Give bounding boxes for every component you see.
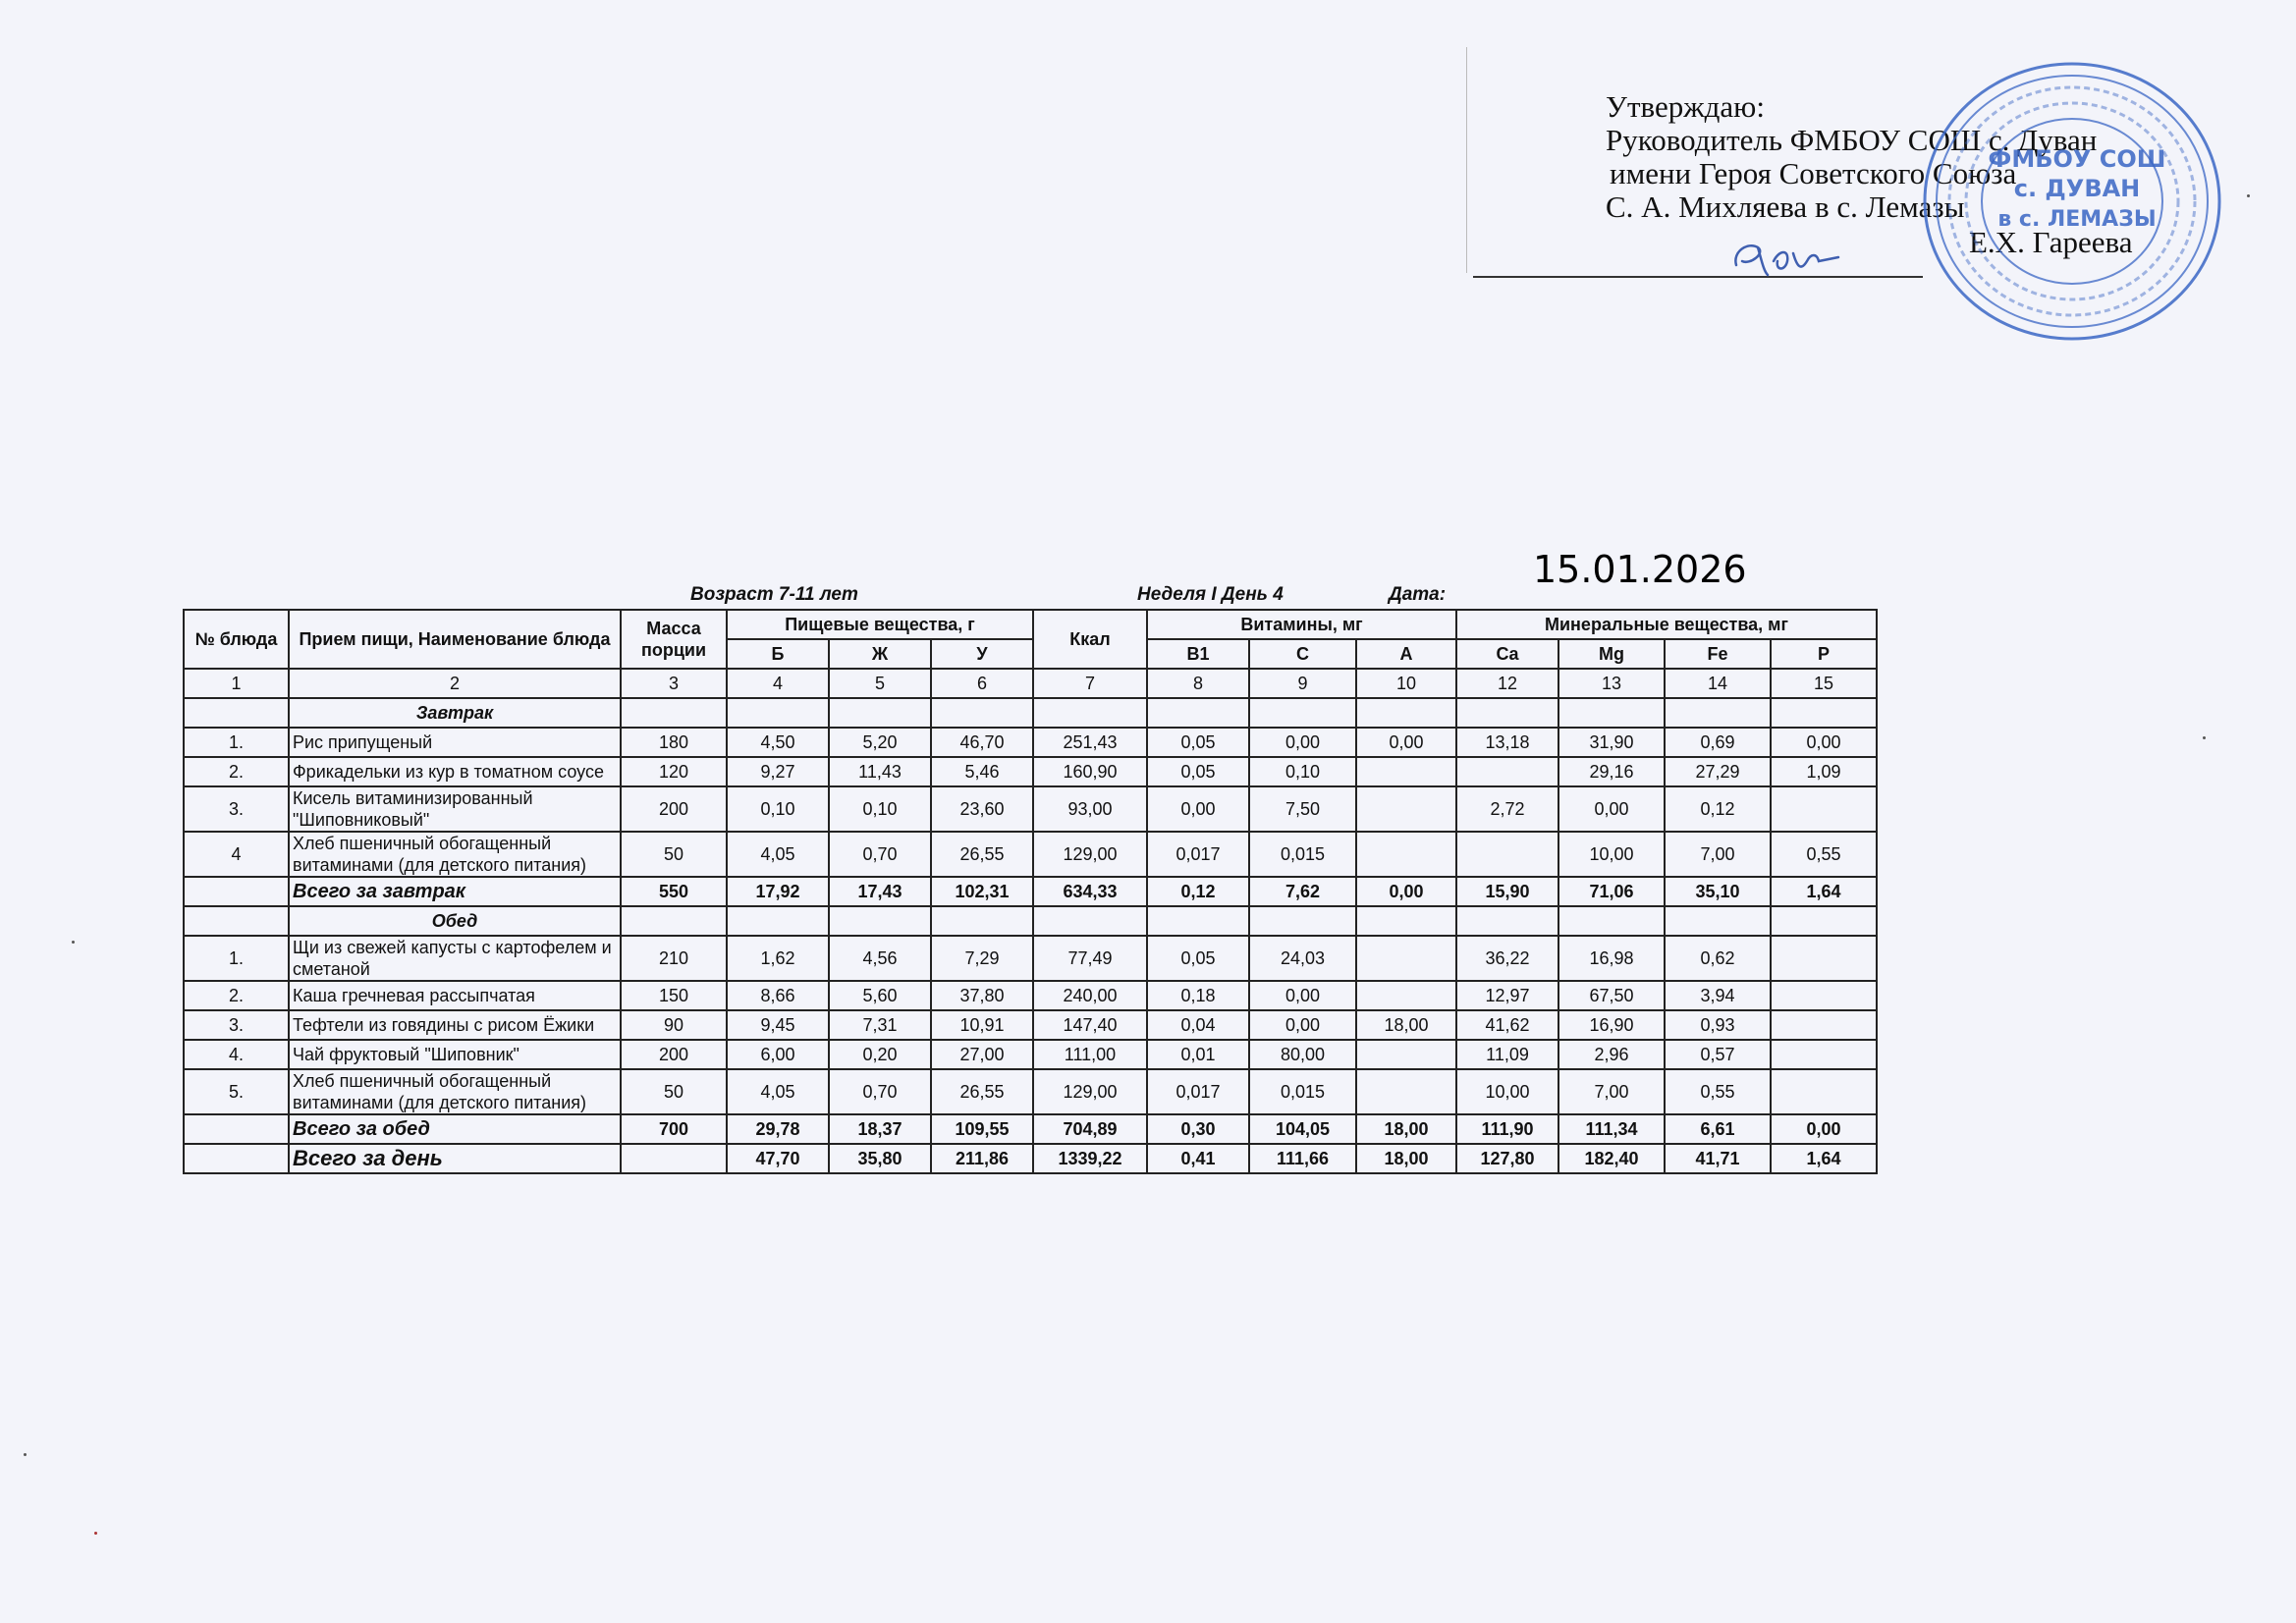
col-header-name: Прием пищи, Наименование блюда bbox=[289, 610, 621, 669]
carbs: 26,55 bbox=[931, 832, 1033, 877]
phosphorus: 0,00 bbox=[1771, 728, 1877, 757]
column-number: 7 bbox=[1033, 669, 1147, 698]
carbs: 10,91 bbox=[931, 1010, 1033, 1040]
protein: 4,05 bbox=[727, 832, 829, 877]
portion-mass: 120 bbox=[621, 757, 727, 786]
vitamin-a bbox=[1356, 786, 1456, 832]
protein: 17,92 bbox=[727, 877, 829, 906]
vitamin-b1: 0,04 bbox=[1147, 1010, 1249, 1040]
dish-name: Всего за день bbox=[289, 1144, 621, 1173]
col-header-a: А bbox=[1356, 639, 1456, 669]
dish-number bbox=[184, 1114, 289, 1144]
approval-title: Утверждаю: bbox=[1606, 89, 1765, 124]
portion-mass: 550 bbox=[621, 877, 727, 906]
portion-mass: 50 bbox=[621, 1069, 727, 1114]
dish-number: 2. bbox=[184, 981, 289, 1010]
column-number: 1 bbox=[184, 669, 289, 698]
kcal: 240,00 bbox=[1033, 981, 1147, 1010]
phosphorus: 1,64 bbox=[1771, 877, 1877, 906]
fat: 11,43 bbox=[829, 757, 931, 786]
vitamin-a: 18,00 bbox=[1356, 1144, 1456, 1173]
col-header-p: P bbox=[1771, 639, 1877, 669]
signature-line bbox=[1473, 276, 1923, 278]
approval-signer-name: Е.Х. Гареева bbox=[1969, 225, 2133, 259]
dish-number: 1. bbox=[184, 728, 289, 757]
table-row bbox=[184, 981, 1980, 1010]
column-number: 3 bbox=[621, 669, 727, 698]
faint-fold-line bbox=[1466, 47, 1467, 273]
col-header-fe: Fe bbox=[1665, 639, 1771, 669]
dish-name: Тефтели из говядины с рисом Ёжики bbox=[289, 1010, 621, 1040]
table-row bbox=[184, 757, 1980, 786]
dish-number: 4. bbox=[184, 1040, 289, 1069]
magnesium: 2,96 bbox=[1558, 1040, 1665, 1069]
dish-number bbox=[184, 1144, 289, 1173]
dish-number: 1. bbox=[184, 936, 289, 981]
portion-mass: 50 bbox=[621, 832, 727, 877]
table-row bbox=[184, 1069, 1980, 1114]
magnesium: 16,98 bbox=[1558, 936, 1665, 981]
col-header-mass: Масса порции bbox=[621, 610, 727, 669]
magnesium: 29,16 bbox=[1558, 757, 1665, 786]
phosphorus: 0,55 bbox=[1771, 832, 1877, 877]
magnesium: 111,34 bbox=[1558, 1114, 1665, 1144]
carbs: 23,60 bbox=[931, 786, 1033, 832]
kcal: 147,40 bbox=[1033, 1010, 1147, 1040]
seal-center-text-3: в с. ЛЕМАЗЫ bbox=[1997, 207, 2157, 232]
iron: 0,62 bbox=[1665, 936, 1771, 981]
kcal: 160,90 bbox=[1033, 757, 1147, 786]
dish-name: Хлеб пшеничный обогащенный витаминами (для детского питания) bbox=[289, 1069, 621, 1114]
phosphorus bbox=[1771, 1040, 1877, 1069]
column-number: 13 bbox=[1558, 669, 1665, 698]
protein: 1,62 bbox=[727, 936, 829, 981]
vitamin-b1: 0,01 bbox=[1147, 1040, 1249, 1069]
protein: 47,70 bbox=[727, 1144, 829, 1173]
col-header-b1: В1 bbox=[1147, 639, 1249, 669]
iron: 0,55 bbox=[1665, 1069, 1771, 1114]
section-title-breakfast: Завтрак bbox=[289, 698, 621, 728]
dish-number: 5. bbox=[184, 1069, 289, 1114]
calcium bbox=[1456, 757, 1558, 786]
portion-mass: 210 bbox=[621, 936, 727, 981]
protein: 9,45 bbox=[727, 1010, 829, 1040]
vitamin-a bbox=[1356, 832, 1456, 877]
column-number: 8 bbox=[1147, 669, 1249, 698]
col-header-protein: Б bbox=[727, 639, 829, 669]
col-header-mg: Mg bbox=[1558, 639, 1665, 669]
kcal: 111,00 bbox=[1033, 1040, 1147, 1069]
magnesium: 7,00 bbox=[1558, 1069, 1665, 1114]
phosphorus: 1,09 bbox=[1771, 757, 1877, 786]
lunch-total-row bbox=[184, 1114, 1980, 1144]
fat: 5,60 bbox=[829, 981, 931, 1010]
magnesium: 31,90 bbox=[1558, 728, 1665, 757]
column-number-row bbox=[184, 669, 1980, 698]
dish-name: Фрикадельки из кур в томатном соусе bbox=[289, 757, 621, 786]
dish-name: Хлеб пшеничный обогащенный витаминами (для детского питания) bbox=[289, 832, 621, 877]
iron: 0,69 bbox=[1665, 728, 1771, 757]
carbs: 5,46 bbox=[931, 757, 1033, 786]
calcium: 36,22 bbox=[1456, 936, 1558, 981]
portion-mass: 700 bbox=[621, 1114, 727, 1144]
table-row bbox=[184, 936, 1980, 981]
vitamin-a: 18,00 bbox=[1356, 1010, 1456, 1040]
dish-name: Всего за завтрак bbox=[289, 877, 621, 906]
kcal: 1339,22 bbox=[1033, 1144, 1147, 1173]
column-number: 14 bbox=[1665, 669, 1771, 698]
iron: 27,29 bbox=[1665, 757, 1771, 786]
dish-number: 4 bbox=[184, 832, 289, 877]
vitamin-b1: 0,41 bbox=[1147, 1144, 1249, 1173]
approval-school-name: имени Героя Советского Союза bbox=[1610, 156, 2017, 190]
magnesium: 67,50 bbox=[1558, 981, 1665, 1010]
carbs: 46,70 bbox=[931, 728, 1033, 757]
col-header-number: № блюда bbox=[184, 610, 289, 669]
vitamin-c: 0,00 bbox=[1249, 728, 1356, 757]
kcal: 634,33 bbox=[1033, 877, 1147, 906]
vitamin-c: 0,015 bbox=[1249, 1069, 1356, 1114]
calcium: 11,09 bbox=[1456, 1040, 1558, 1069]
protein: 4,50 bbox=[727, 728, 829, 757]
fat: 0,70 bbox=[829, 1069, 931, 1114]
protein: 0,10 bbox=[727, 786, 829, 832]
vitamin-b1: 0,017 bbox=[1147, 832, 1249, 877]
phosphorus bbox=[1771, 786, 1877, 832]
signature-icon bbox=[1728, 232, 1846, 281]
carbs: 211,86 bbox=[931, 1144, 1033, 1173]
col-header-minerals: Минеральные вещества, мг bbox=[1456, 610, 1877, 639]
carbs: 109,55 bbox=[931, 1114, 1033, 1144]
column-number: 2 bbox=[289, 669, 621, 698]
scan-speck bbox=[72, 941, 75, 944]
kcal: 129,00 bbox=[1033, 1069, 1147, 1114]
caption-date-label: Дата: bbox=[1389, 584, 1447, 605]
iron: 0,12 bbox=[1665, 786, 1771, 832]
vitamin-a bbox=[1356, 981, 1456, 1010]
portion-mass: 180 bbox=[621, 728, 727, 757]
table-row bbox=[184, 1040, 1980, 1069]
scan-speck bbox=[24, 1453, 27, 1456]
vitamin-b1: 0,05 bbox=[1147, 728, 1249, 757]
caption-age: Возраст 7-11 лет bbox=[690, 584, 858, 605]
scan-speck bbox=[2203, 736, 2206, 739]
vitamin-a: 0,00 bbox=[1356, 877, 1456, 906]
vitamin-c: 0,00 bbox=[1249, 981, 1356, 1010]
table-row bbox=[184, 728, 1980, 757]
vitamin-c: 7,50 bbox=[1249, 786, 1356, 832]
protein: 4,05 bbox=[727, 1069, 829, 1114]
scan-speck bbox=[2247, 194, 2250, 197]
vitamin-a bbox=[1356, 936, 1456, 981]
vitamin-b1: 0,05 bbox=[1147, 757, 1249, 786]
kcal: 93,00 bbox=[1033, 786, 1147, 832]
iron: 41,71 bbox=[1665, 1144, 1771, 1173]
iron: 7,00 bbox=[1665, 832, 1771, 877]
column-number: 6 bbox=[931, 669, 1033, 698]
fat: 5,20 bbox=[829, 728, 931, 757]
column-number: 10 bbox=[1356, 669, 1456, 698]
col-header-fat: Ж bbox=[829, 639, 931, 669]
vitamin-c: 24,03 bbox=[1249, 936, 1356, 981]
official-seal-icon bbox=[1920, 59, 2224, 344]
vitamin-b1: 0,30 bbox=[1147, 1114, 1249, 1144]
vitamin-c: 0,10 bbox=[1249, 757, 1356, 786]
vitamin-c: 0,015 bbox=[1249, 832, 1356, 877]
col-header-vitamins: Витамины, мг bbox=[1147, 610, 1456, 639]
kcal: 77,49 bbox=[1033, 936, 1147, 981]
vitamin-c: 111,66 bbox=[1249, 1144, 1356, 1173]
carbs: 26,55 bbox=[931, 1069, 1033, 1114]
col-header-nutrients: Пищевые вещества, г bbox=[727, 610, 1033, 639]
col-header-c: С bbox=[1249, 639, 1356, 669]
protein: 8,66 bbox=[727, 981, 829, 1010]
table-row bbox=[184, 1010, 1980, 1040]
carbs: 27,00 bbox=[931, 1040, 1033, 1069]
iron: 3,94 bbox=[1665, 981, 1771, 1010]
iron: 6,61 bbox=[1665, 1114, 1771, 1144]
table-row bbox=[184, 832, 1980, 877]
col-header-ca: Ca bbox=[1456, 639, 1558, 669]
vitamin-c: 0,00 bbox=[1249, 1010, 1356, 1040]
calcium: 41,62 bbox=[1456, 1010, 1558, 1040]
dish-name: Чай фруктовый "Шиповник" bbox=[289, 1040, 621, 1069]
dish-number: 3. bbox=[184, 786, 289, 832]
carbs: 7,29 bbox=[931, 936, 1033, 981]
section-title-lunch: Обед bbox=[289, 906, 621, 936]
protein: 6,00 bbox=[727, 1040, 829, 1069]
fat: 35,80 bbox=[829, 1144, 931, 1173]
scan-speck bbox=[94, 1532, 97, 1535]
approval-position: Руководитель ФМБОУ СОШ с. Дуван bbox=[1606, 123, 2098, 157]
calcium: 15,90 bbox=[1456, 877, 1558, 906]
seal-center-text-2: с. ДУВАН bbox=[2013, 175, 2141, 202]
kcal: 251,43 bbox=[1033, 728, 1147, 757]
vitamin-b1: 0,18 bbox=[1147, 981, 1249, 1010]
magnesium: 16,90 bbox=[1558, 1010, 1665, 1040]
vitamin-c: 80,00 bbox=[1249, 1040, 1356, 1069]
calcium: 2,72 bbox=[1456, 786, 1558, 832]
calcium: 12,97 bbox=[1456, 981, 1558, 1010]
table-header-row-1 bbox=[184, 610, 1980, 639]
portion-mass: 200 bbox=[621, 1040, 727, 1069]
column-number: 12 bbox=[1456, 669, 1558, 698]
menu-table bbox=[183, 609, 1980, 1174]
kcal: 704,89 bbox=[1033, 1114, 1147, 1144]
phosphorus bbox=[1771, 1069, 1877, 1114]
dish-number: 3. bbox=[184, 1010, 289, 1040]
breakfast-total-row bbox=[184, 877, 1980, 906]
vitamin-b1: 0,05 bbox=[1147, 936, 1249, 981]
calcium: 127,80 bbox=[1456, 1144, 1558, 1173]
portion-mass bbox=[621, 1144, 727, 1173]
fat: 17,43 bbox=[829, 877, 931, 906]
dish-name: Кисель витаминизированный "Шиповниковый" bbox=[289, 786, 621, 832]
calcium: 10,00 bbox=[1456, 1069, 1558, 1114]
section-row-breakfast bbox=[184, 698, 1980, 728]
fat: 0,10 bbox=[829, 786, 931, 832]
table-row bbox=[184, 786, 1980, 832]
vitamin-b1: 0,12 bbox=[1147, 877, 1249, 906]
magnesium: 10,00 bbox=[1558, 832, 1665, 877]
iron: 0,57 bbox=[1665, 1040, 1771, 1069]
seal-center-text-1: ФМБОУ СОШ bbox=[1988, 145, 2166, 173]
col-header-kcal: Ккал bbox=[1033, 610, 1147, 669]
phosphorus: 0,00 bbox=[1771, 1114, 1877, 1144]
phosphorus bbox=[1771, 1010, 1877, 1040]
column-number: 4 bbox=[727, 669, 829, 698]
dish-name: Щи из свежей капусты с картофелем и сметаной bbox=[289, 936, 621, 981]
column-number: 15 bbox=[1771, 669, 1877, 698]
menu-date: 15.01.2026 bbox=[1533, 548, 1747, 591]
vitamin-a: 18,00 bbox=[1356, 1114, 1456, 1144]
fat: 4,56 bbox=[829, 936, 931, 981]
magnesium: 0,00 bbox=[1558, 786, 1665, 832]
carbs: 102,31 bbox=[931, 877, 1033, 906]
vitamin-a bbox=[1356, 1040, 1456, 1069]
caption-week-day: Неделя I День 4 bbox=[1137, 584, 1284, 605]
col-header-carbs: У bbox=[931, 639, 1033, 669]
magnesium: 182,40 bbox=[1558, 1144, 1665, 1173]
vitamin-c: 7,62 bbox=[1249, 877, 1356, 906]
vitamin-b1: 0,017 bbox=[1147, 1069, 1249, 1114]
calcium: 111,90 bbox=[1456, 1114, 1558, 1144]
iron: 35,10 bbox=[1665, 877, 1771, 906]
dish-name: Рис припущеный bbox=[289, 728, 621, 757]
calcium bbox=[1456, 832, 1558, 877]
iron: 0,93 bbox=[1665, 1010, 1771, 1040]
dish-name: Каша гречневая рассыпчатая bbox=[289, 981, 621, 1010]
portion-mass: 200 bbox=[621, 786, 727, 832]
carbs: 37,80 bbox=[931, 981, 1033, 1010]
dish-name: Всего за обед bbox=[289, 1114, 621, 1144]
calcium: 13,18 bbox=[1456, 728, 1558, 757]
kcal: 129,00 bbox=[1033, 832, 1147, 877]
protein: 29,78 bbox=[727, 1114, 829, 1144]
vitamin-c: 104,05 bbox=[1249, 1114, 1356, 1144]
magnesium: 71,06 bbox=[1558, 877, 1665, 906]
phosphorus bbox=[1771, 936, 1877, 981]
portion-mass: 90 bbox=[621, 1010, 727, 1040]
fat: 0,70 bbox=[829, 832, 931, 877]
vitamin-a bbox=[1356, 1069, 1456, 1114]
vitamin-a: 0,00 bbox=[1356, 728, 1456, 757]
column-number: 9 bbox=[1249, 669, 1356, 698]
vitamin-a bbox=[1356, 757, 1456, 786]
day-total-row bbox=[184, 1144, 1980, 1173]
phosphorus: 1,64 bbox=[1771, 1144, 1877, 1173]
fat: 0,20 bbox=[829, 1040, 931, 1069]
fat: 7,31 bbox=[829, 1010, 931, 1040]
vitamin-b1: 0,00 bbox=[1147, 786, 1249, 832]
section-row-lunch bbox=[184, 906, 1980, 936]
portion-mass: 150 bbox=[621, 981, 727, 1010]
approval-school-location: С. А. Михляева в с. Лемазы bbox=[1606, 189, 1965, 224]
protein: 9,27 bbox=[727, 757, 829, 786]
dish-number bbox=[184, 877, 289, 906]
fat: 18,37 bbox=[829, 1114, 931, 1144]
column-number: 5 bbox=[829, 669, 931, 698]
phosphorus bbox=[1771, 981, 1877, 1010]
dish-number: 2. bbox=[184, 757, 289, 786]
